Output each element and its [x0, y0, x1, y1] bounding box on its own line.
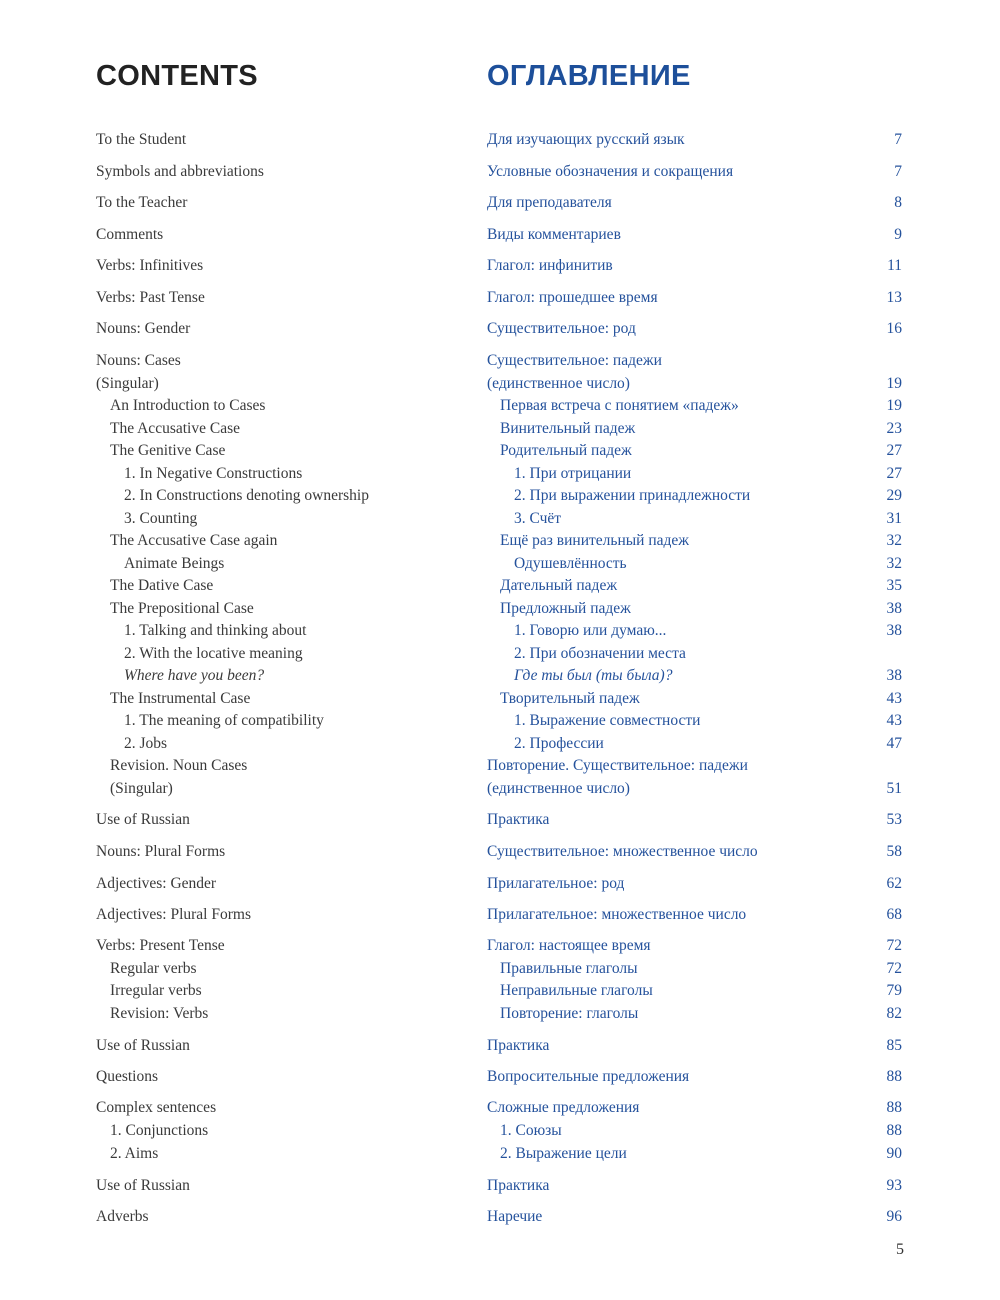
toc-entry [0, 621, 1000, 641]
toc-page-number: 27 [886, 465, 902, 482]
toc-entry-russian: Родительный падеж [500, 442, 632, 459]
toc-entry-russian: Существительное: род [487, 320, 636, 337]
toc-page-number: 58 [886, 843, 902, 860]
toc-page-number: 29 [886, 487, 902, 504]
toc-entry [0, 936, 1000, 956]
toc-entry [0, 396, 1000, 416]
toc-entry-english: Verbs: Present Tense [96, 937, 225, 954]
toc-entry [0, 319, 1000, 339]
toc-entry-russian: Дательный падеж [500, 577, 618, 594]
toc-entry [0, 644, 1000, 664]
toc-entry-english: Verbs: Infinitives [96, 257, 204, 274]
toc-entry-english: (Singular) [110, 780, 173, 797]
toc-entry-english: The Accusative Case again [110, 532, 278, 549]
toc-page-number: 53 [886, 811, 902, 828]
toc-page-number: 72 [886, 960, 902, 977]
toc-entry-russian: 1. Союзы [500, 1122, 562, 1139]
toc-entry-english: Adverbs [96, 1208, 149, 1225]
toc-entry [0, 130, 1000, 150]
toc-entry-russian: Глагол: прошедшее время [487, 289, 658, 306]
toc-entry-russian: Ещё раз винительный падеж [500, 532, 689, 549]
toc-entry-english: The Accusative Case [110, 420, 240, 437]
toc-entry-english: Comments [96, 226, 164, 243]
toc-entry-russian: Прилагательное: множественное число [487, 906, 747, 923]
toc-page-number: 88 [886, 1068, 902, 1085]
toc-entry-russian: Практика [487, 1177, 550, 1194]
toc-entry [0, 905, 1000, 925]
toc-entry-english: Irregular verbs [110, 982, 202, 999]
toc-page-number: 72 [886, 937, 902, 954]
toc-entry-english: The Genitive Case [110, 442, 226, 459]
toc-page-number: 93 [886, 1177, 902, 1194]
toc-entry [0, 779, 1000, 799]
toc-entry-russian: Повторение: глаголы [500, 1005, 639, 1022]
toc-entry-russian: Повторение. Существительное: падежи [487, 757, 748, 774]
toc-entry-english: The Instrumental Case [110, 690, 251, 707]
toc-page-number: 13 [886, 289, 902, 306]
toc-entry-russian: 2. Выражение цели [500, 1145, 627, 1162]
toc-page-number: 47 [886, 735, 902, 752]
toc-entry-english: 1. Conjunctions [110, 1122, 209, 1139]
toc-entry [0, 288, 1000, 308]
toc-entry-russian: Прилагательное: род [487, 875, 625, 892]
toc-entry-english: 2. With the locative meaning [124, 645, 303, 662]
toc-entry [0, 193, 1000, 213]
toc-entry [0, 1036, 1000, 1056]
toc-entry-english: Nouns: Plural Forms [96, 843, 226, 860]
toc-entry-english: Verbs: Past Tense [96, 289, 205, 306]
toc-entry-english: 1. Talking and thinking about [124, 622, 307, 639]
toc-entry [0, 374, 1000, 394]
toc-entry-english: 3. Counting [124, 510, 198, 527]
toc-entry-russian: Глагол: настоящее время [487, 937, 651, 954]
toc-entry-russian: Для изучающих русский язык [487, 131, 685, 148]
toc-page-number: 38 [886, 622, 902, 639]
contents-heading: CONTENTS [96, 60, 258, 92]
toc-entry-russian: Условные обозначения и сокращения [487, 163, 734, 180]
toc-page-number: 7 [894, 131, 902, 148]
toc-page-number: 88 [886, 1122, 902, 1139]
toc-entry-russian: Предложный падеж [500, 600, 631, 617]
toc-entry [0, 711, 1000, 731]
toc-entry-russian: Наречие [487, 1208, 543, 1225]
toc-page-number: 38 [886, 667, 902, 684]
toc-entry-russian: Винительный падеж [500, 420, 636, 437]
toc-page-number: 85 [886, 1037, 902, 1054]
contents-heading-russian: ОГЛАВЛЕНИЕ [487, 60, 691, 92]
toc-entry-english: Where have you been? [124, 667, 265, 684]
toc-page-number: 8 [894, 194, 902, 211]
toc-entry-english: Symbols and abbreviations [96, 163, 264, 180]
toc-page-number: 43 [886, 690, 902, 707]
toc-entry [0, 162, 1000, 182]
toc-page-number: 79 [886, 982, 902, 999]
toc-entry-english: Questions [96, 1068, 158, 1085]
toc-entry [0, 256, 1000, 276]
toc-entry [0, 531, 1000, 551]
page-number: 5 [896, 1241, 904, 1258]
toc-page-number: 7 [894, 163, 902, 180]
toc-entry-russian: (единственное число) [487, 375, 630, 392]
toc-entry [0, 842, 1000, 862]
toc-entry [0, 1098, 1000, 1118]
toc-entry-russian: Правильные глаголы [500, 960, 638, 977]
toc-entry-russian: 3. Счёт [514, 510, 562, 527]
toc-entry [0, 464, 1000, 484]
toc-entry-russian: Для преподавателя [487, 194, 612, 211]
toc-entry [0, 441, 1000, 461]
toc-page-number: 16 [886, 320, 902, 337]
toc-entry-russian: Одушевлённость [514, 555, 627, 572]
toc-entry [0, 225, 1000, 245]
toc-entry-russian: (единственное число) [487, 780, 630, 797]
toc-page-number: 68 [886, 906, 902, 923]
toc-entry [0, 1144, 1000, 1164]
toc-entry [0, 486, 1000, 506]
toc-entry-russian: Практика [487, 811, 550, 828]
toc-entry [0, 1067, 1000, 1087]
toc-entry [0, 509, 1000, 529]
toc-entry-english: Adjectives: Gender [96, 875, 217, 892]
toc-entry [0, 599, 1000, 619]
toc-entry-english: Revision. Noun Cases [110, 757, 248, 774]
toc-entry-english: Animate Beings [124, 555, 225, 572]
toc-entry-english: (Singular) [96, 375, 159, 392]
toc-page-number: 88 [886, 1099, 902, 1116]
toc-entry-english: 2. Aims [110, 1145, 159, 1162]
toc-entry [0, 351, 1000, 371]
toc-entry-english: Use of Russian [96, 1037, 190, 1054]
toc-entry-english: 1. In Negative Constructions [124, 465, 303, 482]
toc-entry-russian: 2. При выражении принадлежности [514, 487, 751, 504]
toc-entry-english: 2. In Constructions denoting ownership [124, 487, 369, 504]
toc-entry-english: To the Student [96, 131, 187, 148]
toc-page-number: 82 [886, 1005, 902, 1022]
toc-entry [0, 874, 1000, 894]
toc-entry [0, 666, 1000, 686]
toc-entry [0, 981, 1000, 1001]
toc-page-number: 31 [886, 510, 902, 527]
toc-entry-russian: Неправильные глаголы [500, 982, 653, 999]
toc-entry-english: Complex sentences [96, 1099, 217, 1116]
toc-entry [0, 959, 1000, 979]
toc-entry-english: 1. The meaning of compatibility [124, 712, 324, 729]
toc-entry-russian: Творительный падеж [500, 690, 640, 707]
toc-page-number: 19 [886, 397, 902, 414]
toc-entry-english: Use of Russian [96, 1177, 190, 1194]
toc-page-number: 38 [886, 600, 902, 617]
toc-entry [0, 689, 1000, 709]
toc-entry [0, 734, 1000, 754]
toc-page-number: 90 [886, 1145, 902, 1162]
toc-entry-english: Nouns: Cases [96, 352, 181, 369]
toc-entry-russian: 1. Выражение совместности [514, 712, 701, 729]
toc-page-number: 27 [886, 442, 902, 459]
toc-entry-russian: Где ты был (ты была)? [514, 667, 673, 684]
toc-entry-english: Use of Russian [96, 811, 190, 828]
toc-entry-russian: Практика [487, 1037, 550, 1054]
toc-entry-russian: Существительное: множественное число [487, 843, 758, 860]
toc-entry-english: To the Teacher [96, 194, 188, 211]
toc-entry [0, 756, 1000, 776]
toc-page-number: 23 [886, 420, 902, 437]
toc-entry [0, 1121, 1000, 1141]
toc-page-number: 32 [886, 555, 902, 572]
toc-page-number: 62 [886, 875, 902, 892]
toc-entry-english: Adjectives: Plural Forms [96, 906, 251, 923]
toc-entry-english: The Prepositional Case [110, 600, 254, 617]
toc-page-number: 9 [894, 226, 902, 243]
toc-entry-russian: Вопросительные предложения [487, 1068, 690, 1085]
toc-entry [0, 1176, 1000, 1196]
toc-entry-english: Regular verbs [110, 960, 197, 977]
toc-entry-russian: 1. Говорю или думаю... [514, 622, 667, 639]
toc-entry-russian: Первая встреча с понятием «падеж» [500, 397, 739, 414]
toc-page-number: 51 [886, 780, 902, 797]
toc-entry-english: Revision: Verbs [110, 1005, 209, 1022]
toc-entry-russian: Глагол: инфинитив [487, 257, 613, 274]
toc-entry [0, 810, 1000, 830]
toc-entry [0, 576, 1000, 596]
toc-page-number: 11 [887, 257, 902, 274]
toc-page-number: 19 [886, 375, 902, 392]
toc-entry-english: The Dative Case [110, 577, 214, 594]
toc-page-number: 43 [886, 712, 902, 729]
toc-page-number: 96 [886, 1208, 902, 1225]
toc-entry [0, 1207, 1000, 1227]
toc-entry-russian: Существительное: падежи [487, 352, 662, 369]
toc-entry-english: 2. Jobs [124, 735, 168, 752]
toc-entry-russian: 1. При отрицании [514, 465, 632, 482]
toc-entry-russian: 2. Профессии [514, 735, 604, 752]
toc-entry [0, 419, 1000, 439]
toc-entry [0, 1004, 1000, 1024]
toc-entry [0, 554, 1000, 574]
toc-entry-russian: 2. При обозначении места [514, 645, 686, 662]
toc-page-number: 35 [886, 577, 902, 594]
toc-page-number: 32 [886, 532, 902, 549]
toc-entry-english: Nouns: Gender [96, 320, 191, 337]
toc-entry-english: An Introduction to Cases [110, 397, 266, 414]
toc-entry-russian: Виды комментариев [487, 226, 621, 243]
toc-entry-russian: Сложные предложения [487, 1099, 640, 1116]
